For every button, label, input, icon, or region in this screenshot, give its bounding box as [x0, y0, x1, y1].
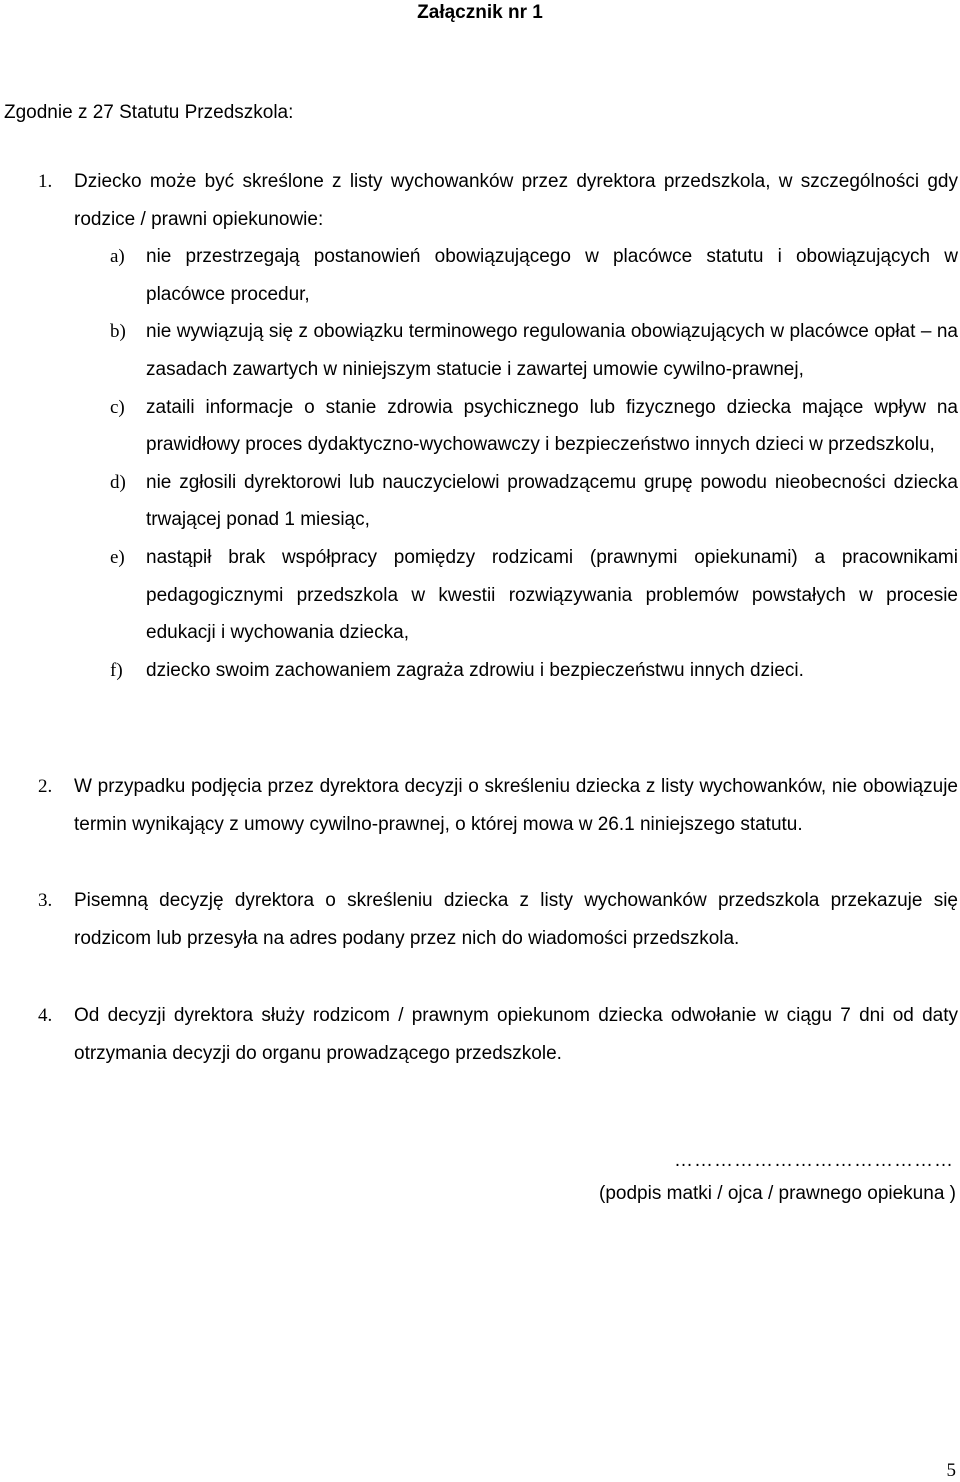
item-letter: f) [110, 659, 123, 681]
section-number: 2. [38, 776, 53, 797]
section-2 [38, 768, 958, 843]
list-item-f [110, 652, 958, 690]
list-item-c [110, 389, 958, 464]
list-item-b [110, 313, 958, 388]
section-text: Dziecko może być skreślone z listy wychowanków przez dyrektora przedszkola, w szczególności gdy rodzice / prawni opiekunowie: [74, 171, 958, 230]
document-title: Załącznik nr 1 [417, 2, 543, 23]
item-text: nie zgłosili dyrektorowi lub nauczycielowi prowadzącemu grupę powodu nieobecności dziecka trwającej ponad 1 miesiąc, [146, 471, 958, 531]
section-4 [38, 997, 958, 1072]
list-item-d [110, 464, 958, 539]
intro-line: Zgodnie z 27 Statutu Przedszkola: [4, 102, 294, 123]
section-text: Od decyzji dyrektora służy rodzicom / prawnym opiekunom dziecka odwołanie w ciągu 7 dni od daty otrzymania decyzji do organu prowadzącego przedszkole. [74, 1005, 958, 1064]
item-text: dziecko swoim zachowaniem zagraża zdrowiu i bezpieczeństwu innych dzieci. [146, 659, 804, 681]
page-number: 5 [946, 1460, 956, 1481]
list-item-e [110, 539, 958, 652]
item-letter: c) [110, 396, 125, 418]
section-text: Pisemną decyzję dyrektora o skreśleniu dziecka z listy wychowanków przedszkola przekazuje się rodzicom lub przesyła na adres podany przez nich do wiadomości przedszkola. [74, 890, 958, 949]
item-text: nie wywiązują się z obowiązku terminowego regulowania obowiązujących w placówce opłat – na zasadach zawartych w niniejszym statucie i zawartej umowie cywilno-prawnej, [146, 321, 958, 380]
section-1 [38, 163, 958, 689]
item-letter: d) [110, 471, 126, 493]
section-3 [38, 882, 958, 957]
list-item-a [110, 238, 958, 313]
item-text: nastąpił brak współpracy pomiędzy rodzicami (prawnymi opiekunami) a pracownikami pedagogicznymi przedszkola w kwestii rozwiązywania problemów powstałych w procesie edukacji i wychowania dziecka, [146, 546, 958, 644]
signature-line: …………………………………… [674, 1150, 954, 1171]
item-letter: e) [110, 546, 125, 568]
item-letter: b) [110, 321, 126, 343]
item-text: nie przestrzegają postanowień obowiązującego w placówce statutu i obowiązujących w placówce procedur, [146, 246, 958, 305]
section-number: 3. [38, 890, 53, 911]
item-text: zataili informacje o stanie zdrowia psychicznego lub fizycznego dziecka mające wpływ na prawidłowy proces dydaktyczno-wychowawczy i bezpieczeństwo innych dzieci w przedszkolu, [146, 396, 958, 456]
section-number: 1. [38, 171, 53, 192]
section-text: W przypadku podjęcia przez dyrektora decyzji o skreśleniu dziecka z listy wychowanków, nie obowiązuje termin wynikający z umowy cywilno-prawnej, o której mowa w 26.1 niniejszego statutu. [74, 776, 958, 835]
item-letter: a) [110, 246, 125, 268]
signature-caption: (podpis matki / ojca / prawnego opiekuna ) [599, 1183, 956, 1204]
section-number: 4. [38, 1005, 53, 1026]
